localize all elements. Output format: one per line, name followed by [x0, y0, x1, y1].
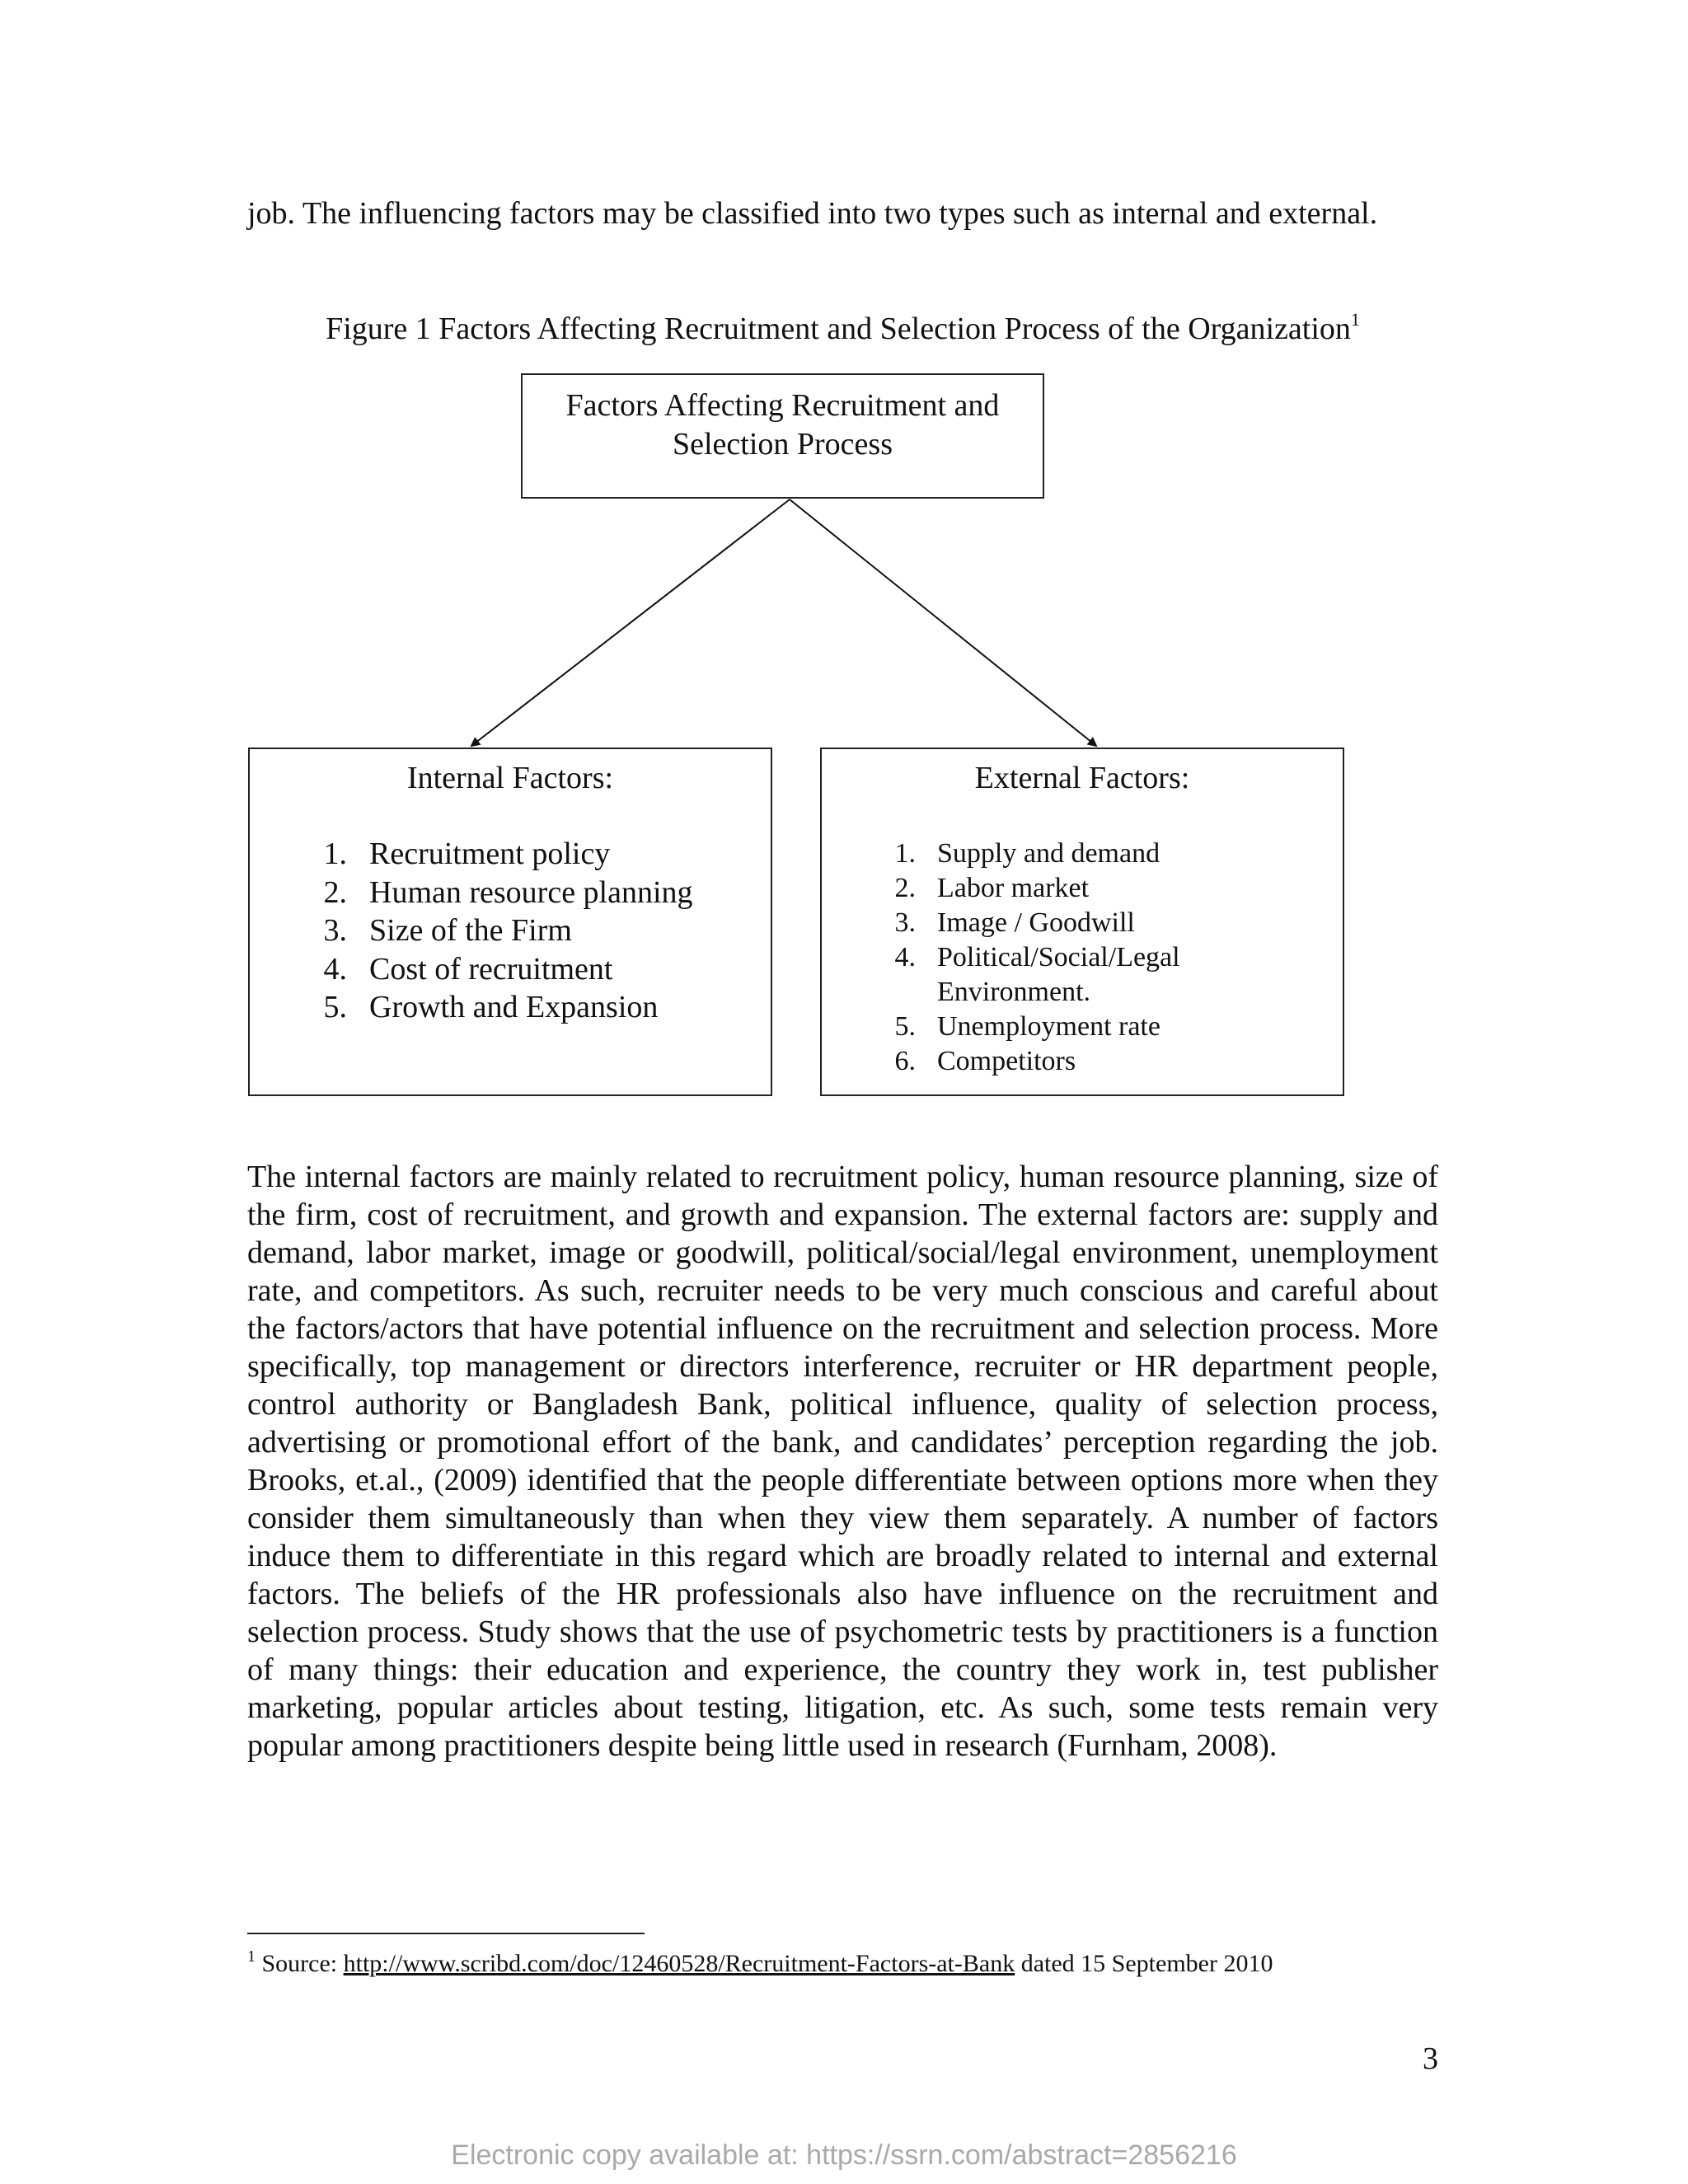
figure-caption [247, 310, 1438, 348]
list-number: 2. [894, 873, 916, 903]
list-item [890, 1044, 1180, 1079]
internal-factors-list [316, 835, 693, 1027]
list-label-continued: Environment. [937, 977, 1091, 1007]
footnote-source-link[interactable]: http://www.scribd.com/doc/12460528/Recruitment-Factors-at-Bank [343, 1950, 1015, 1977]
footnote-suffix: dated 15 September 2010 [1015, 1950, 1273, 1977]
arrow-to-external [790, 499, 1096, 746]
list-number: 4. [894, 942, 916, 972]
footnote [247, 1948, 1484, 1980]
root-box-line-2: Selection Process [672, 427, 893, 462]
list-item [316, 988, 693, 1027]
list-number: 4. [323, 951, 347, 987]
list-label: Growth and Expansion [369, 990, 659, 1024]
list-item [890, 1010, 1180, 1044]
root-box-line-1: Factors Affecting Recruitment and [565, 388, 1000, 423]
list-label: Political/Social/Legal [937, 942, 1180, 972]
list-number: 3. [894, 907, 916, 938]
list-number: 2. [323, 874, 347, 910]
footnote-marker: 1 [247, 1947, 256, 1966]
external-factors-list [890, 837, 1180, 1079]
list-item [890, 837, 1180, 871]
list-label: Supply and demand [937, 838, 1160, 869]
external-factors-box [820, 748, 1344, 1096]
footnote-ref[interactable]: 1 [1350, 309, 1360, 330]
list-label: Competitors [937, 1046, 1076, 1076]
list-item [316, 950, 693, 989]
list-item [890, 871, 1180, 906]
internal-factors-title: Internal Factors: [406, 761, 614, 795]
intro-paragraph: job. The influencing factors may be classified into two types such as internal and external. [247, 196, 1378, 231]
list-number: 1. [894, 838, 916, 869]
ssrn-watermark: Electronic copy available at: https://ssrn.com/abstract=2856216 [451, 2139, 1237, 2171]
list-label: Image / Goodwill [937, 907, 1135, 938]
list-item [890, 940, 1180, 1010]
list-label: Cost of recruitment [369, 951, 613, 987]
body-paragraph: The internal factors are mainly related to recruitment policy, human resource planning, size of the firm, cost of recruitment, and growth and expansion. The external factors are: supply and demand, labor market, image or goodwill, political/social/legal environment, unemployment rate, and competitors. As such, recruiter needs to be very much conscious and careful about the factors/actors that have potential influence on the recruitment and selection process. More specifically, top management or directors interference, recruiter or HR department people, control authority or Bangladesh Bank, political influence, quality of selection process, advertising or promotional effort of the bank, and candidates’ perception regarding the job. Brooks, et.al., (2009) identified that the people differentiate between options more when they consider them simultaneously than when they view them separately. A number of factors induce them to differentiate in this regard which are broadly related to internal and external factors. The beliefs of the HR professionals also have influence on the recruitment and selection process. Study shows that the use of psychometric tests by practitioners is a function of many things: their education and experience, the country they work in, test publisher marketing, popular articles about testing, litigation, etc. As such, some tests remain very popular among practitioners despite being little used in research (Furnham, 2008). [247, 1160, 1438, 1763]
list-item [316, 912, 693, 950]
list-label: Labor market [937, 873, 1090, 903]
arrow-to-internal [471, 499, 790, 746]
footnote-prefix: Source: [261, 1950, 344, 1977]
figure-caption-text: Figure 1 Factors Affecting Recruitment and Selection Process of the Organization [326, 312, 1351, 346]
list-item [316, 835, 693, 874]
root-factor-box [521, 373, 1044, 499]
list-label: Human resource planning [369, 874, 693, 910]
list-number: 6. [894, 1046, 916, 1076]
list-item [316, 874, 693, 912]
list-number: 5. [323, 990, 347, 1024]
list-number: 1. [323, 837, 347, 871]
page-number: 3 [1423, 2041, 1438, 2076]
list-item [890, 906, 1180, 940]
list-label: Recruitment policy [369, 837, 611, 871]
list-number: 5. [894, 1011, 916, 1042]
external-factors-title: External Factors: [974, 761, 1190, 795]
list-label: Unemployment rate [937, 1011, 1160, 1042]
footnote-divider [247, 1933, 645, 1934]
list-number: 3. [323, 913, 347, 948]
list-label: Size of the Firm [369, 913, 572, 948]
internal-factors-box [248, 748, 772, 1096]
